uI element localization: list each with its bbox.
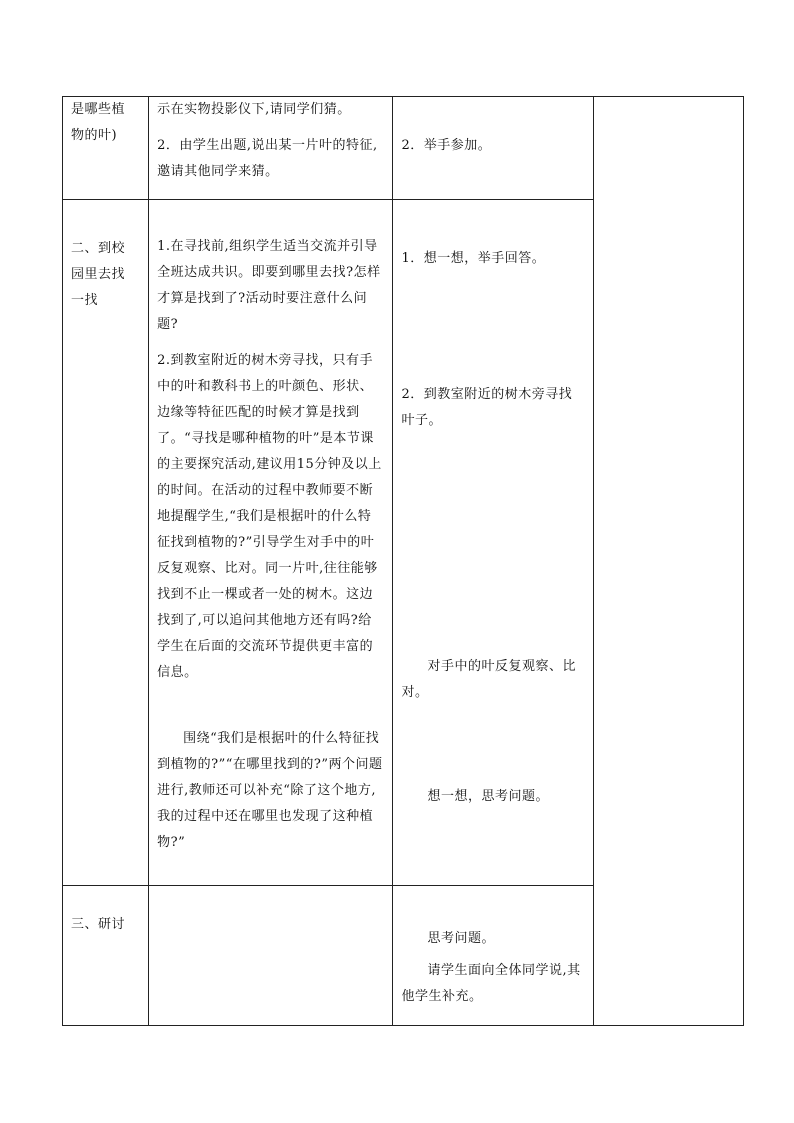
teacher-paragraph: 2．由学生出题,说出某一片叶的特征,邀请其他同学来猜。 [157,138,378,179]
table-row [63,97,744,200]
teacher-paragraph: 2.到教室附近的树木旁寻找，只有手中的叶和教科书上的叶颜色、形状、边缘等特征匹配的时候才算是找到了。“寻找是哪种植物的叶”是本节课的主要探究活动,建议用15分钟及以上的时间。在活动的过程中教师要不断地提醒学生,“我们是根据叶的什么特征找到植物的?”引导学生对手中的叶反复观察、比对。同一片叶,往往能够找到不止一棵或者一处的树木。这边找到了,可以追问其他地方还有吗?给学生在后面的交流环节提供更丰富的信息。 [157,353,382,680]
teacher-activity-cell [149,200,393,886]
teacher-paragraph: 1.在寻找前,组织学生适当交流并引导全班达成共识。即要到哪里去找?怎样才算是找到了?活动时要注意什么问题? [157,239,381,332]
teacher-paragraph: 围绕“我们是根据叶的什么特征找到植物的?”“在哪里找到的?”两个问题进行,教师还可以补充“除了这个地方,我的过程中还在哪里也发现了这种植物?” [157,731,383,850]
notes-cell [593,97,743,1026]
student-paragraph: 1．想一想，举手回答。 [401,251,546,266]
lesson-plan-table [62,96,744,1026]
student-activity-cell [393,97,593,200]
student-paragraph: 对手中的叶反复观察、比对。 [401,659,576,700]
teacher-activity-cell [149,97,393,200]
student-paragraph: 2．举手参加。 [401,138,492,153]
stage-label: 是哪些植物的叶) [71,102,126,143]
stage-cell [63,886,149,1026]
student-paragraph: 请学生面向全体同学说,其他学生补充。 [401,963,581,1004]
student-activity-cell [393,200,593,886]
teacher-activity-cell [149,886,393,1026]
student-paragraph: 思考问题。 [427,931,495,946]
stage-cell [63,200,149,886]
student-paragraph: 想一想，思考问题。 [427,789,549,804]
student-paragraph: 2．到教室附近的树木旁寻找叶子。 [401,387,573,428]
stage-cell [63,97,149,200]
student-activity-cell [393,886,593,1026]
stage-label: 三、研讨 [71,917,126,932]
teacher-paragraph: 示在实物投影仪下,请同学们猜。 [157,102,351,117]
stage-label: 二、到校园里去找一找 [71,241,126,308]
